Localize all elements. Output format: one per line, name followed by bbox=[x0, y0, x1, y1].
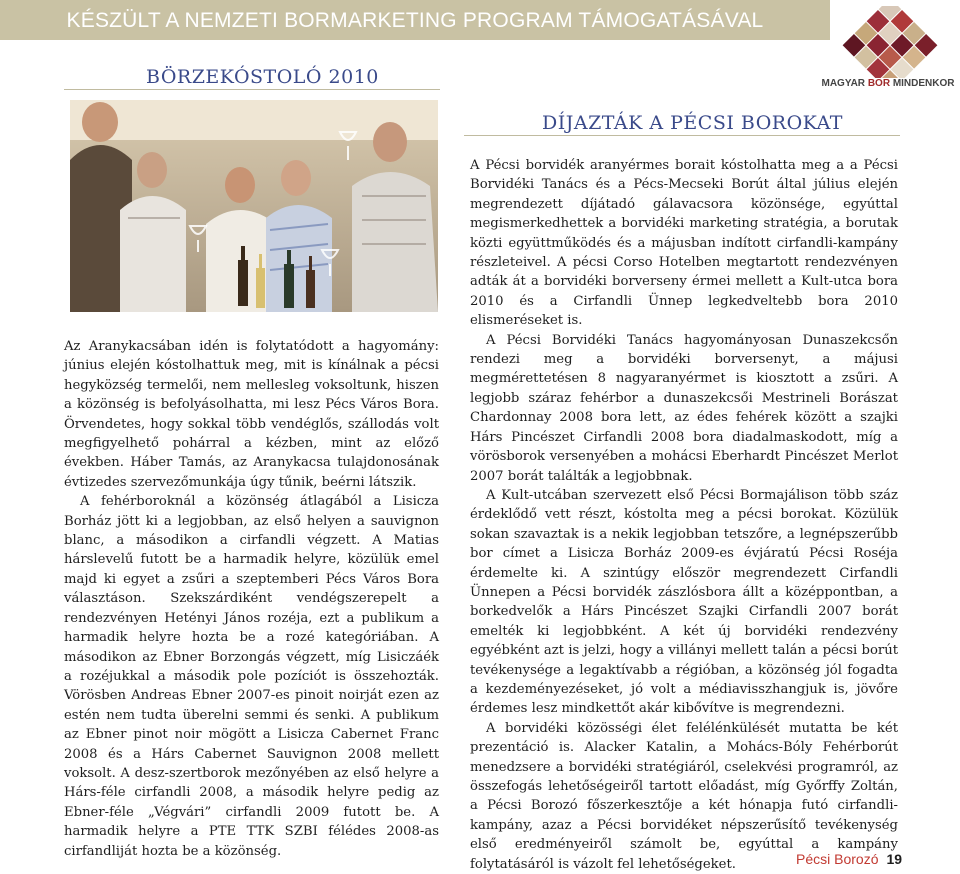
photo-illustration bbox=[70, 100, 438, 312]
photo-wine-tasting bbox=[70, 100, 438, 312]
headline-divider bbox=[464, 135, 900, 136]
section-title: BÖRZEKÓSTOLÓ 2010 bbox=[146, 66, 379, 88]
left-column bbox=[64, 337, 439, 861]
article-headline: DÍJAZTÁK A PÉCSI BOROKAT bbox=[542, 112, 843, 134]
logo-mosaic-icon bbox=[830, 6, 950, 78]
magazine-name: Pécsi Borozó bbox=[796, 851, 879, 867]
logo-text-3: MINDENKOR bbox=[890, 78, 955, 89]
right-column bbox=[470, 156, 898, 874]
page-number: 19 bbox=[886, 851, 903, 867]
left-paragraph-2: A fehérboroknál a közönség átlagából a Lisicza Borház jött ki a legjobban, az első helyen a sauvignon blanc, a másodikon a cirfandli végzett. A Matias hárslevelű futott be a harmadik helyre, közülük emel majd ki egyet a zsűri a szeptemberi Pécs Város Bora választáson. Szekszárdiként vendégszerepelt a rendezvényen Hetényi János rozéja, ezt a publikum a harmadik helyre hozta be a rozé kategóriában. A másodikon az Ebner Borzongás végzett, míg Lisiczáék a rozéjukkal a második pole pozíciót is összehozták. Vörösben Andreas Ebner 2007-es pinoit noirját ezen az estén nem tudta überelni semmi és senki. A publikum az Ebner pinot noir mögött a Lisicza Cabernet Franc 2008 és a Hárs Cabernet Sauvignon 2008 mellett voksolt. A desz-szertborok mezőnyében az első helyre a Hárs-féle cirfandli 2008, a második helyre pedig az Ebner-féle „Végvári” cirfandli 2009 futott be. A harmadik helyre a PTE TTK SZBI félédes 2008-as cirfandliját hozta be a közönség. bbox=[64, 494, 439, 859]
page-footer bbox=[796, 851, 902, 867]
section-divider bbox=[64, 89, 440, 90]
logo-text bbox=[818, 78, 958, 89]
magyar-bor-mindenkor-logo bbox=[818, 4, 958, 96]
banner-text: KÉSZÜLT A NEMZETI BORMARKETING PROGRAM TÁMOGATÁSÁVAL bbox=[66, 9, 764, 32]
right-paragraph-4: A borvidéki közösségi élet felélénkülését mutatta be két prezentáció is. Alacker Katalin, a Mohács-Bóly Fehérborút menedzsere a borvidéki stratégiáról, cselekvési programról, az összefogás lehetőségeiről tartott előadást, míg Győrffy Zoltán, a Pécsi Borozó főszerkesztője a két hónapja futó cirfandli-kampány, azaz a Pécsi borvidéket népszerűsítő tevékenység első eredményeiről számolt be, egyúttal a kampány folytatásáról is vázolt fel lehetőségeket. bbox=[470, 720, 898, 872]
logo-text-1: MAGYAR bbox=[821, 78, 868, 89]
left-paragraph-1: Az Aranykacsában idén is folytatódott a hagyomány: június elején kóstolhattuk meg, mit is kínálnak a pécsi hegyközség termelői, nem mellesleg voksoltunk, hiszen a közönség is befolyásolhatta, mi lesz Pécs Város Bora. Örvendetes, hogy sokkal több vendéglős, szállodás volt megfigyelhető pohárral a kézben, mint az előző években. Háber Tamás, az Aranykacsa tulajdonosának évtizedes szervezőmunkája úgy tűnik, beérni látszik. bbox=[64, 339, 439, 490]
right-paragraph-2: A Pécsi Borvidéki Tanács hagyományosan Dunaszekcsőn rendezi meg a borvidéki borversenyt, a májusi megmérettetésen 8 nagyaranyérmet is kiosztott a zsűri. A legjobb száraz fehérbor a dunaszekcsői Mestrineli Borászat Chardonnay 2008 bora lett, az édes fehérek között a szajki Hárs Pincészet Cirfandli 2008 bora diadalmaskodott, míg a vörösborok versenyében a mohácsi Eberhardt Pincészet Merlot 2007 borát találták a legjobbnak. bbox=[470, 332, 898, 484]
right-paragraph-1: A Pécsi borvidék aranyérmes borait kóstolhatta meg a a Pécsi Borvidéki Tanács és a Pécs-Mecseki Borút által július elején megrendezett díjátadó gálavacsora közönsége, egyúttal megismerkedhettek a borvidéki marketing stratégia, a borutak közti együttműködés és a májusban indított cirfandli-kampány részleteivel. A pécsi Corso Hotelben megtartott rendezvényen adták át a borvidéki borverseny érmei mellett a Kult-utca bora 2010 és a Cirfandli Ünnep legkedveltebb bora 2010 elismeréseket is. bbox=[470, 158, 898, 329]
right-paragraph-3: A Kult-utcában szervezett első Pécsi Bormajálison több száz érdeklődő vett részt, kóstolta meg a pécsi borokat. Közülük sokan szavaztak is a nekik legjobban tetszőre, a legnépszerűbb bor címet a Lisicza Borház 2009-es évjáratú Pécsi Roséja érdemelte ki. A szintúgy először megrendezett Cirfandli Ünnepen a Pécsi borvidék zászlósbora állt a középpontban, a borkedvelők a Hárs Pincészet Szajki Cirfandli 2007 borát emelték ki legjobbként. A két új borvidéki rendezvény egyébként azt is jelzi, hogy a villányi mellett talán a pécsi borút tevékenysége a legaktívabb a régióban, a közönség jól fogadta a kezdeményezéseket, jó volt a médiavisszhangjuk is, jövőre érdemes lesz mindkettőt akár kibővítve is megrendezni. bbox=[470, 487, 898, 717]
logo-text-2: BOR bbox=[867, 78, 891, 89]
